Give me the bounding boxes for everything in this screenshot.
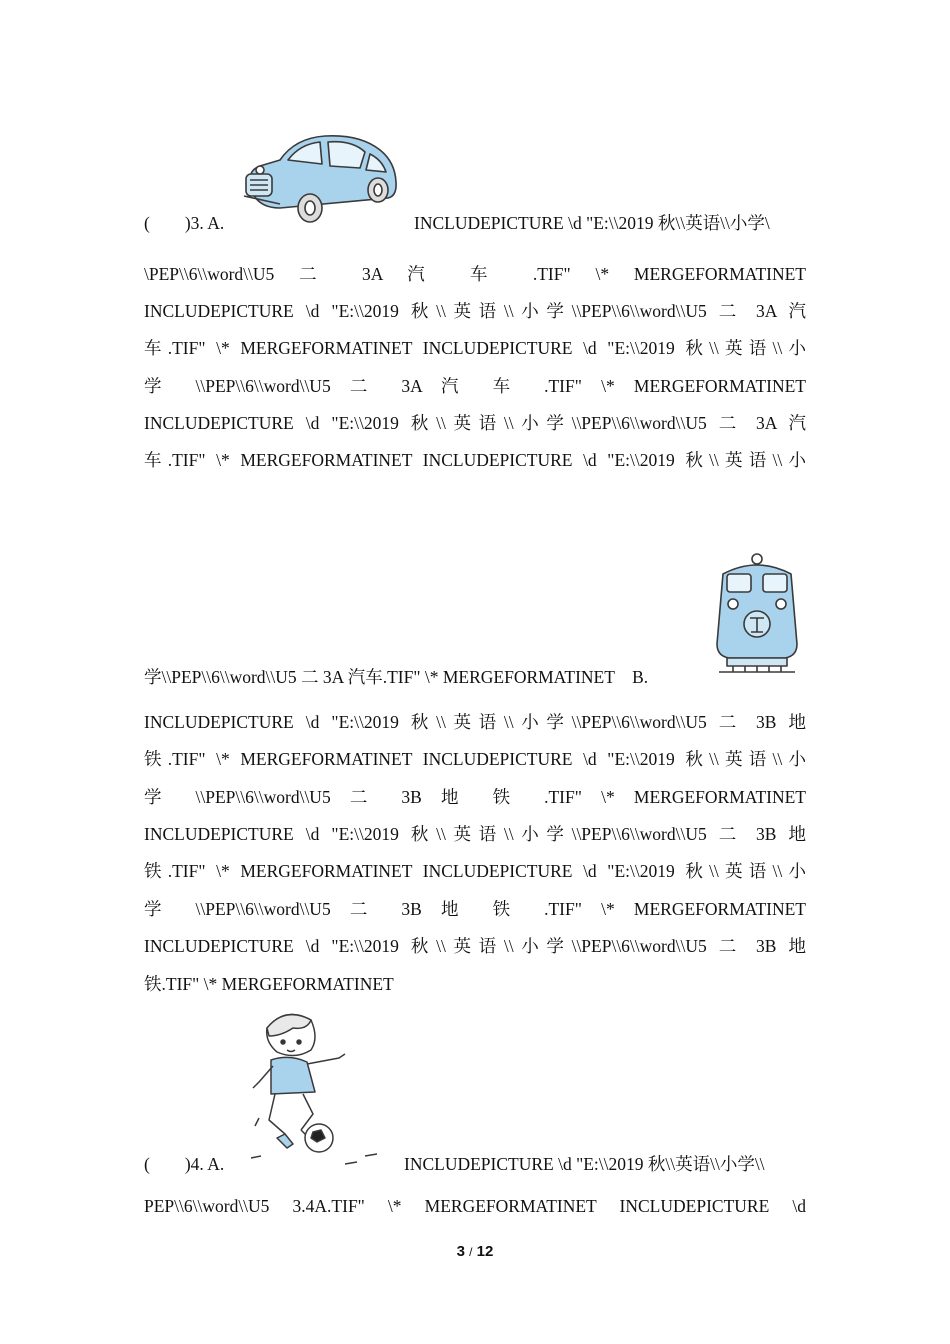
page-number: [0, 1243, 950, 1260]
q3-option-b-line: 学\\PEP\\6\\word\\U5 二 3A 汽车.TIF" \* MERGEFORMATINET B.: [144, 667, 649, 687]
q3-number: ( )3. A.: [144, 213, 225, 233]
q3-line-1: \PEP\\6\\word\\U5 二 3A 汽 车 .TIF" \* MERGEFORMATINET: [144, 264, 806, 284]
q3-b-line-2: 铁.TIF" \* MERGEFORMATINET INCLUDEPICTURE \d "E:\\2019 秋\\英语\\小: [144, 749, 806, 769]
q4-number: ( )4. A.: [144, 1154, 225, 1174]
q4-first-line: [144, 1153, 806, 1175]
train-illustration: [713, 552, 801, 680]
q3-b-line-7: INCLUDEPICTURE \d "E:\\2019 秋\\英语\\小学\\PEP\\6\\word\\U5 二 3B 地: [144, 936, 806, 956]
car-illustration: [240, 130, 400, 225]
q3-line-4: 学 \\PEP\\6\\word\\U5 二 3A 汽 车 .TIF" \* MERGEFORMATINET: [144, 376, 806, 396]
page-total: 12: [476, 1243, 494, 1260]
q3-line-6: 车.TIF" \* MERGEFORMATINET INCLUDEPICTURE \d "E:\\2019 秋\\英语\\小: [144, 450, 806, 470]
q3-b-line-4: INCLUDEPICTURE \d "E:\\2019 秋\\英语\\小学\\PEP\\6\\word\\U5 二 3B 地: [144, 824, 806, 844]
q3-b-line-6: 学 \\PEP\\6\\word\\U5 二 3B 地 铁 .TIF" \* MERGEFORMATINET: [144, 899, 806, 919]
q4-line-2: PEP\\6\\word\\U5 3.4A.TIF" \* MERGEFORMATINET INCLUDEPICTURE \d: [144, 1196, 806, 1216]
boy-kicking-ball-illustration: [245, 1008, 395, 1168]
q3-line-3: 车.TIF" \* MERGEFORMATINET INCLUDEPICTURE \d "E:\\2019 秋\\英语\\小: [144, 338, 806, 358]
page-separator: /: [469, 1245, 473, 1259]
q3-line-2: INCLUDEPICTURE \d "E:\\2019 秋\\英语\\小学\\PEP\\6\\word\\U5 二 3A 汽: [144, 301, 806, 321]
q4-field-code: INCLUDEPICTURE \d "E:\\2019 秋\\英语\\小学\\: [404, 1154, 765, 1174]
q3-b-line-5: 铁.TIF" \* MERGEFORMATINET INCLUDEPICTURE \d "E:\\2019 秋\\英语\\小: [144, 861, 806, 881]
page-current: 3: [456, 1243, 465, 1260]
q3-b-line-3: 学 \\PEP\\6\\word\\U5 二 3B 地 铁 .TIF" \* MERGEFORMATINET: [144, 787, 806, 807]
q3-b-line-last: 铁.TIF" \* MERGEFORMATINET: [144, 974, 394, 994]
q3-b-line-1: INCLUDEPICTURE \d "E:\\2019 秋\\英语\\小学\\PEP\\6\\word\\U5 二 3B 地: [144, 712, 806, 732]
q3-field-code: INCLUDEPICTURE \d "E:\\2019 秋\\英语\\小学\: [414, 213, 770, 233]
q3-line-5: INCLUDEPICTURE \d "E:\\2019 秋\\英语\\小学\\PEP\\6\\word\\U5 二 3A 汽: [144, 413, 806, 433]
